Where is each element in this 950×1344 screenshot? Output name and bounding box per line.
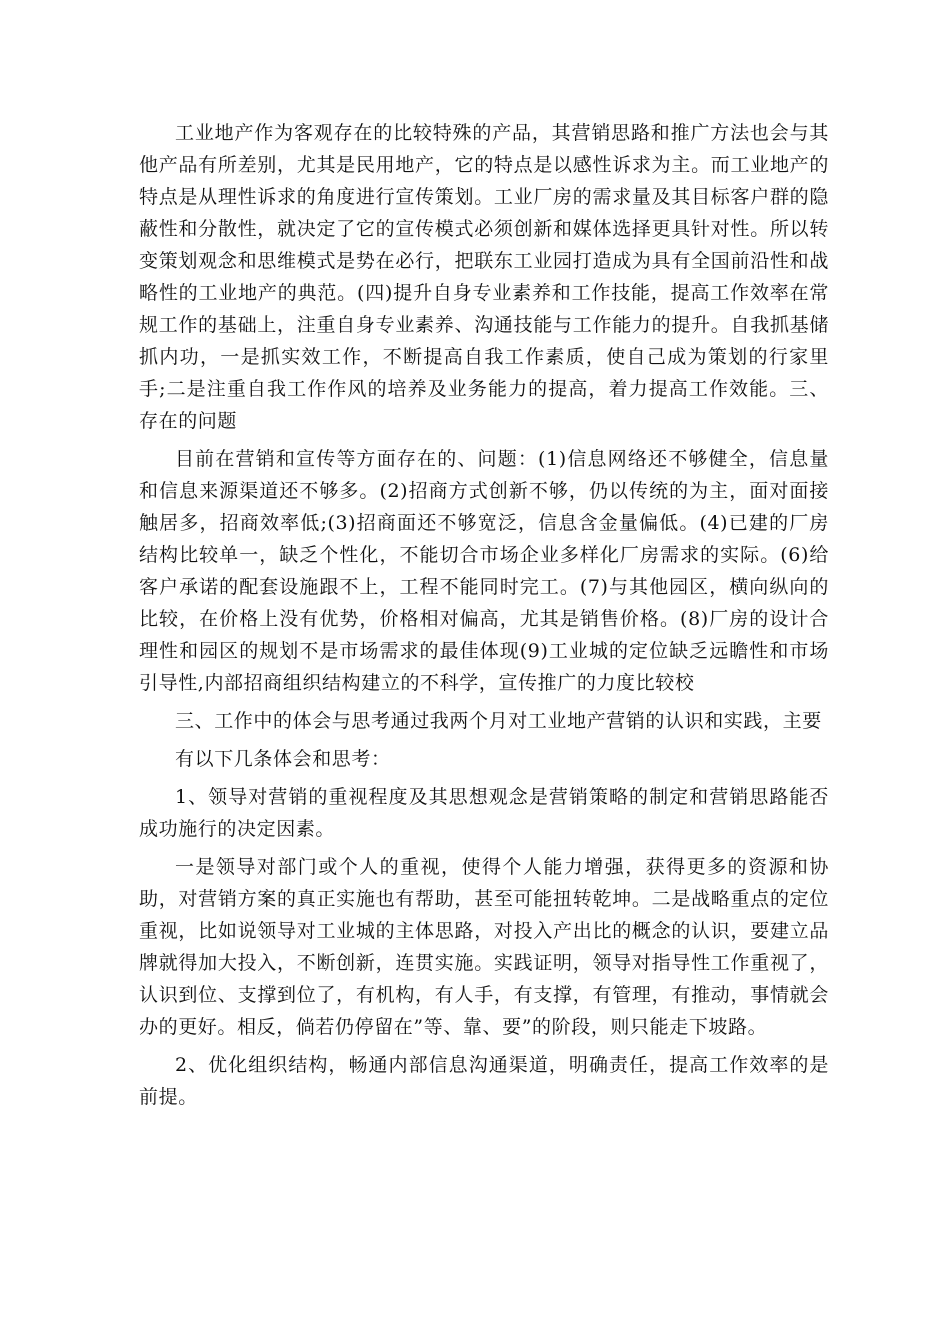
paragraph-point-1: 1、领导对营销的重视程度及其思想观念是营销策略的制定和营销思路能否成功施行的决定因素。: [139, 786, 829, 840]
paragraph-existing-problems: 目前在营销和宣传等方面存在的、问题：(1)信息网络还不够健全，信息量和信息来源渠道还不够多。(2)招商方式创新不够，仍以传统的为主，面对面接触居多，招商效率低;(3)招商面还不够宽泛，信息含金量偏低。(4)已建的厂房结构比较单一，缺乏个性化，不能切合市场企业多样化厂房需求的实际。(6)给客户承诺的配套设施跟不上，工程不能同时完工。(7)与其他园区，横向纵向的比较，在价格上没有优势，价格相对偏高，尤其是销售价格。(8)厂房的设计合理性和园区的规划不是市场需求的最佳体现(9)工业城的定位缺乏远瞻性和市场引导性,内部招商组织结构建立的不科学，宣传推广的力度比较校: [139, 448, 829, 694]
document-body: [139, 117, 829, 1119]
paragraph-point-2: 2、优化组织结构，畅通内部信息沟通渠道，明确责任，提高工作效率的是前提。: [139, 1054, 829, 1108]
paragraph-section-heading-continued: 有以下几条体会和思考：: [175, 748, 391, 770]
paragraph-section-heading: 三、工作中的体会与思考通过我两个月对工业地产营销的认识和实践，主要: [175, 710, 822, 732]
paragraph-point-1-detail: 一是领导对部门或个人的重视，使得个人能力增强，获得更多的资源和协助，对营销方案的真正实施也有帮助，甚至可能扭转乾坤。二是战略重点的定位重视，比如说领导对工业城的主体思路，对投入产出比的概念的认识，要建立品牌就得加大投入，不断创新，连贯实施。实践证明，领导对指导性工作重视了，认识到位、支撑到位了，有机构，有人手，有支撑，有管理，有推动，事情就会办的更好。相反，倘若仍停留在”等、靠、要”的阶段，则只能走下坡路。: [139, 856, 829, 1038]
paragraph-marketing-ideas: 工业地产作为客观存在的比较特殊的产品，其营销思路和推广方法也会与其他产品有所差别，尤其是民用地产，它的特点是以感性诉求为主。而工业地产的特点是从理性诉求的角度进行宣传策划。工业厂房的需求量及其目标客户群的隐蔽性和分散性，就决定了它的宣传模式必须创新和媒体选择更具针对性。所以转变策划观念和思维模式是势在必行，把联东工业园打造成为具有全国前沿性和战略性的工业地产的典范。(四)提升自身专业素养和工作技能，提高工作效率在常规工作的基础上，注重自身专业素养、沟通技能与工作能力的提升。自我抓基储抓内功，一是抓实效工作，不断提高自我工作素质，使自己成为策划的行家里手;二是注重自我工作作风的培养及业务能力的提高，着力提高工作效能。三、存在的问题: [139, 122, 829, 432]
